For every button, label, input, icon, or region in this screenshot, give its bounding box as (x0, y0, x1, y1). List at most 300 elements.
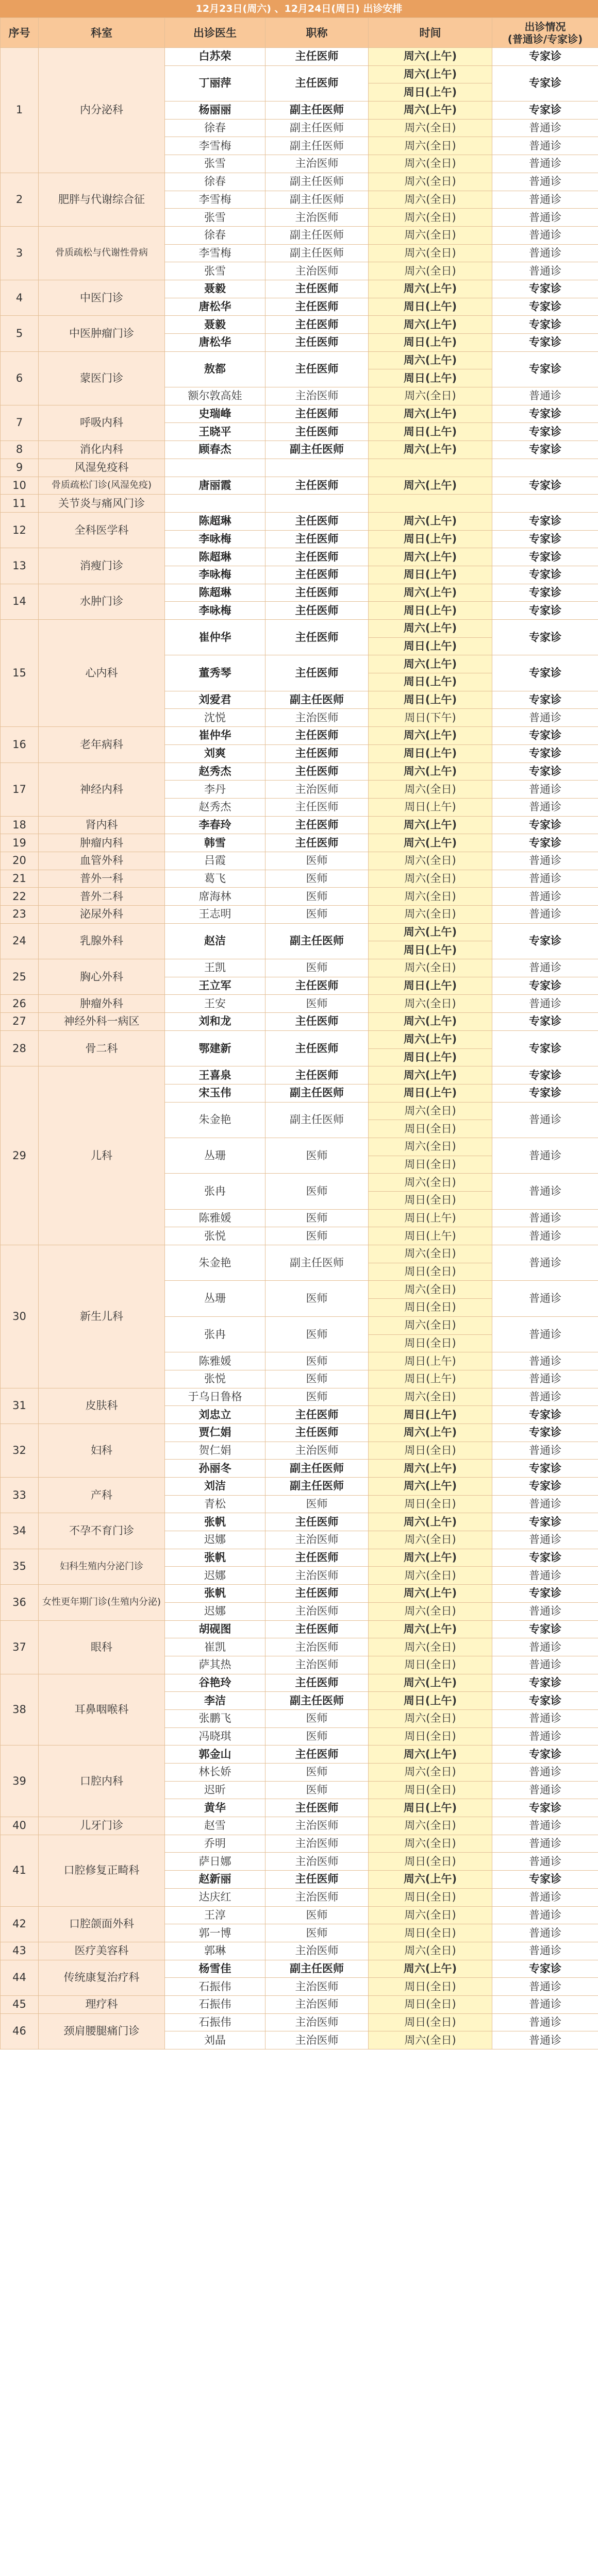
clinic-type: 普通诊 (492, 1495, 598, 1513)
doctor-name: 张帆 (165, 1549, 265, 1567)
clinic-time: 周六(上午) (369, 48, 492, 66)
doctor-rank: 医师 (265, 1924, 369, 1942)
department-name: 水肿门诊 (39, 584, 165, 619)
department-name: 耳鼻咽喉科 (39, 1674, 165, 1745)
clinic-time: 周六(上午) (369, 762, 492, 781)
clinic-type: 专家诊 (492, 584, 598, 602)
department-name: 传统康复治疗科 (39, 1960, 165, 1995)
doctor-name: 萨其热 (165, 1656, 265, 1674)
row-number: 40 (1, 1817, 39, 1835)
row-number: 31 (1, 1388, 39, 1423)
doctor-name: 张帆 (165, 1585, 265, 1603)
doctor-rank: 主治医师 (265, 709, 369, 727)
doctor-name: 王凯 (165, 959, 265, 977)
table-row (1, 351, 598, 369)
clinic-type: 专家诊 (492, 316, 598, 334)
clinic-time: 周日(全日) (369, 1924, 492, 1942)
row-number: 32 (1, 1423, 39, 1477)
clinic-type: 普通诊 (492, 1906, 598, 1924)
clinic-time: 周日(全日) (369, 1853, 492, 1871)
table-row (1, 762, 598, 781)
doctor-name: 郭金山 (165, 1745, 265, 1764)
doctor-rank: 医师 (265, 1781, 369, 1799)
doctor-rank: 主治医师 (265, 209, 369, 227)
doctor-rank: 医师 (265, 1388, 369, 1406)
clinic-type: 普通诊 (492, 1853, 598, 1871)
clinic-type: 专家诊 (492, 602, 598, 620)
row-number: 38 (1, 1674, 39, 1745)
row-number: 28 (1, 1030, 39, 1066)
doctor-rank: 主任医师 (265, 1799, 369, 1817)
clinic-time: 周六(全日) (369, 191, 492, 209)
row-number: 36 (1, 1585, 39, 1620)
clinic-type: 专家诊 (492, 334, 598, 352)
doctor-name: 迟昕 (165, 1781, 265, 1799)
doctor-name: 谷艳玲 (165, 1674, 265, 1692)
department-name: 风湿免疫科 (39, 459, 165, 477)
department-name: 肿瘤内科 (39, 834, 165, 852)
clinic-time: 周六(全日) (369, 244, 492, 262)
doctor-rank: 主任医师 (265, 1423, 369, 1442)
table-row (1, 1013, 598, 1031)
row-number: 1 (1, 48, 39, 173)
clinic-time: 周六(全日) (369, 995, 492, 1013)
doctor-name: 贺仁娟 (165, 1442, 265, 1460)
clinic-time: 周六(全日) (369, 1281, 492, 1299)
doctor-name: 朱金艳 (165, 1102, 265, 1138)
doctor-name: 张帆 (165, 1513, 265, 1531)
clinic-type: 普通诊 (492, 1656, 598, 1674)
clinic-type: 普通诊 (492, 888, 598, 906)
doctor-rank: 主任医师 (265, 1066, 369, 1084)
clinic-type: 普通诊 (492, 1888, 598, 1906)
clinic-type: 专家诊 (492, 101, 598, 120)
clinic-time: 周六(全日) (369, 1102, 492, 1120)
department-name: 内分泌科 (39, 48, 165, 173)
clinic-time: 周六(全日) (369, 119, 492, 137)
doctor-rank: 主治医师 (265, 1835, 369, 1853)
clinic-type: 普通诊 (492, 1442, 598, 1460)
clinic-type: 普通诊 (492, 870, 598, 888)
clinic-time: 周六(上午) (369, 1478, 492, 1496)
clinic-time: 周六(上午) (369, 1745, 492, 1764)
clinic-type: 专家诊 (492, 298, 598, 316)
table-row (1, 459, 598, 477)
doctor-name: 于乌日鲁格 (165, 1388, 265, 1406)
doctor-name: 朱金艳 (165, 1245, 265, 1281)
clinic-time: 周六(上午) (369, 1585, 492, 1603)
department-name: 理疗科 (39, 1995, 165, 2013)
clinic-type: 专家诊 (492, 1406, 598, 1424)
doctor-name: 刘洁 (165, 1478, 265, 1496)
clinic-time: 周日(全日) (369, 1656, 492, 1674)
row-number: 13 (1, 548, 39, 584)
clinic-type: 专家诊 (492, 405, 598, 423)
clinic-type: 专家诊 (492, 744, 598, 762)
clinic-type: 普通诊 (492, 1835, 598, 1853)
clinic-type: 专家诊 (492, 1799, 598, 1817)
clinic-time: 周六(全日) (369, 226, 492, 244)
schedule-table (0, 18, 598, 2049)
row-number: 23 (1, 906, 39, 924)
doctor-rank: 医师 (265, 1227, 369, 1245)
table-row (1, 512, 598, 530)
clinic-time: 周日(上午) (369, 691, 492, 709)
doctor-rank: 主任医师 (265, 816, 369, 834)
doctor-rank: 主任医师 (265, 1549, 369, 1567)
doctor-rank: 主任医师 (265, 1585, 369, 1603)
clinic-time: 周六(全日) (369, 1942, 492, 1960)
doctor-rank: 副主任医师 (265, 119, 369, 137)
doctor-name (165, 459, 265, 477)
doctor-rank: 主任医师 (265, 1513, 369, 1531)
department-name: 神经外科一病区 (39, 1013, 165, 1031)
clinic-type: 普通诊 (492, 244, 598, 262)
clinic-time: 周六(上午) (369, 280, 492, 298)
clinic-time: 周六(全日) (369, 209, 492, 227)
department-name: 呼吸内科 (39, 405, 165, 440)
department-name: 新生儿科 (39, 1245, 165, 1388)
doctor-name: 张雪 (165, 155, 265, 173)
clinic-type: 专家诊 (492, 548, 598, 566)
doctor-rank: 主任医师 (265, 762, 369, 781)
clinic-time: 周六(全日) (369, 888, 492, 906)
row-number: 10 (1, 477, 39, 495)
row-number: 35 (1, 1549, 39, 1584)
table-row (1, 816, 598, 834)
doctor-name: 张冉 (165, 1174, 265, 1209)
doctor-name: 杨丽丽 (165, 101, 265, 120)
doctor-name: 吕霞 (165, 852, 265, 870)
row-number: 2 (1, 173, 39, 226)
table-row (1, 173, 598, 191)
table-row (1, 870, 598, 888)
doctor-rank: 主治医师 (265, 387, 369, 405)
doctor-rank: 副主任医师 (265, 441, 369, 459)
doctor-name: 陈超琳 (165, 512, 265, 530)
doctor-rank: 主任医师 (265, 834, 369, 852)
department-name: 肥胖与代谢综合征 (39, 173, 165, 226)
clinic-time: 周六(上午) (369, 477, 492, 495)
clinic-time: 周六(全日) (369, 1817, 492, 1835)
clinic-time: 周六(上午) (369, 1960, 492, 1978)
row-number: 8 (1, 441, 39, 459)
clinic-type: 专家诊 (492, 441, 598, 459)
clinic-time: 周日(全日) (369, 1727, 492, 1745)
clinic-time: 周日(上午) (369, 637, 492, 655)
clinic-time: 周日(全日) (369, 1995, 492, 2013)
clinic-type: 专家诊 (492, 816, 598, 834)
department-name: 心内科 (39, 620, 165, 727)
doctor-rank: 副主任医师 (265, 226, 369, 244)
department-name: 不孕不育门诊 (39, 1513, 165, 1549)
clinic-time: 周日(上午) (369, 941, 492, 959)
clinic-type: 专家诊 (492, 65, 598, 101)
table-row (1, 906, 598, 924)
doctor-name: 李洁 (165, 1692, 265, 1710)
doctor-rank: 医师 (265, 1727, 369, 1745)
table-row (1, 584, 598, 602)
doctor-name: 赵秀杰 (165, 798, 265, 816)
doctor-name: 额尔敦高娃 (165, 387, 265, 405)
doctor-name: 贾仁娟 (165, 1423, 265, 1442)
header-row (1, 18, 598, 48)
doctor-rank: 主任医师 (265, 530, 369, 548)
table-row (1, 1513, 598, 1531)
doctor-rank: 主任医师 (265, 298, 369, 316)
department-name: 中医肿瘤门诊 (39, 316, 165, 351)
clinic-time: 周日(全日) (369, 1263, 492, 1281)
doctor-name: 青松 (165, 1495, 265, 1513)
doctor-name: 徐春 (165, 173, 265, 191)
department-name: 胸心外科 (39, 959, 165, 995)
clinic-type: 普通诊 (492, 1138, 598, 1173)
clinic-time: 周六(上午) (369, 1513, 492, 1531)
clinic-time: 周日(上午) (369, 1406, 492, 1424)
clinic-time: 周日(全日) (369, 1192, 492, 1210)
clinic-time: 周日(全日) (369, 2013, 492, 2031)
clinic-type: 普通诊 (492, 1227, 598, 1245)
doctor-rank: 副主任医师 (265, 1692, 369, 1710)
clinic-time: 周六(上午) (369, 512, 492, 530)
clinic-time: 周六(全日) (369, 155, 492, 173)
table-row (1, 1835, 598, 1853)
clinic-type: 专家诊 (492, 1674, 598, 1692)
doctor-rank: 主治医师 (265, 781, 369, 799)
table-row (1, 995, 598, 1013)
doctor-name: 丛珊 (165, 1281, 265, 1316)
clinic-type: 普通诊 (492, 1727, 598, 1745)
doctor-name: 王志明 (165, 906, 265, 924)
doctor-name: 陈超琳 (165, 548, 265, 566)
doctor-name: 张雪 (165, 262, 265, 280)
doctor-rank (265, 495, 369, 513)
doctor-name: 刘爽 (165, 744, 265, 762)
department-name: 肾内科 (39, 816, 165, 834)
table-row (1, 620, 598, 638)
clinic-type: 普通诊 (492, 1316, 598, 1352)
row-number: 25 (1, 959, 39, 995)
department-name: 儿科 (39, 1066, 165, 1245)
department-name: 蒙医门诊 (39, 351, 165, 405)
row-number: 22 (1, 888, 39, 906)
clinic-type: 普通诊 (492, 1102, 598, 1138)
doctor-name: 徐春 (165, 119, 265, 137)
clinic-type: 普通诊 (492, 2013, 598, 2031)
row-number: 46 (1, 2013, 39, 2049)
doctor-name: 宋玉伟 (165, 1084, 265, 1102)
clinic-time: 周六(上午) (369, 1620, 492, 1638)
header-dept: 科室 (39, 18, 165, 48)
doctor-rank: 医师 (265, 1281, 369, 1316)
table-row (1, 1423, 598, 1442)
clinic-time: 周六(全日) (369, 1316, 492, 1334)
doctor-rank: 主任医师 (265, 1620, 369, 1638)
clinic-time: 周日(上午) (369, 977, 492, 995)
doctor-name: 沈悦 (165, 709, 265, 727)
row-number: 4 (1, 280, 39, 315)
doctor-rank: 医师 (265, 995, 369, 1013)
clinic-time: 周日(上午) (369, 1352, 492, 1370)
doctor-rank: 主任医师 (265, 1674, 369, 1692)
clinic-time: 周六(上午) (369, 1030, 492, 1048)
clinic-type: 专家诊 (492, 727, 598, 745)
clinic-time: 周六(上午) (369, 816, 492, 834)
doctor-rank: 主任医师 (265, 316, 369, 334)
doctor-rank: 副主任医师 (265, 191, 369, 209)
doctor-name: 徐春 (165, 226, 265, 244)
table-row (1, 548, 598, 566)
table-row (1, 834, 598, 852)
clinic-time: 周日(上午) (369, 530, 492, 548)
doctor-rank: 主任医师 (265, 1745, 369, 1764)
doctor-name: 唐松华 (165, 334, 265, 352)
clinic-time: 周六(上午) (369, 1871, 492, 1889)
table-row (1, 1066, 598, 1084)
doctor-name: 聂毅 (165, 280, 265, 298)
doctor-rank: 主任医师 (265, 566, 369, 584)
table-row (1, 226, 598, 244)
doctor-name: 王立军 (165, 977, 265, 995)
clinic-type: 专家诊 (492, 834, 598, 852)
doctor-rank: 主治医师 (265, 1531, 369, 1549)
doctor-name: 赵雪 (165, 1817, 265, 1835)
doctor-rank: 主治医师 (265, 262, 369, 280)
department-name: 泌尿外科 (39, 906, 165, 924)
clinic-type: 普通诊 (492, 137, 598, 155)
row-number: 11 (1, 495, 39, 513)
doctor-name: 董秀琴 (165, 655, 265, 691)
doctor-rank: 主任医师 (265, 405, 369, 423)
clinic-type: 普通诊 (492, 1209, 598, 1227)
row-number: 34 (1, 1513, 39, 1549)
clinic-type: 专家诊 (492, 566, 598, 584)
department-name: 乳腺外科 (39, 923, 165, 959)
doctor-rank: 医师 (265, 1209, 369, 1227)
doctor-rank: 主任医师 (265, 744, 369, 762)
clinic-time: 周六(全日) (369, 852, 492, 870)
row-number: 41 (1, 1835, 39, 1906)
clinic-time: 周日(上午) (369, 83, 492, 101)
doctor-rank: 副主任医师 (265, 923, 369, 959)
clinic-time: 周日(上午) (369, 1048, 492, 1066)
clinic-time: 周六(全日) (369, 906, 492, 924)
doctor-name: 李雪梅 (165, 137, 265, 155)
doctor-rank: 医师 (265, 1316, 369, 1352)
clinic-type: 普通诊 (492, 1388, 598, 1406)
doctor-name: 陈雅媛 (165, 1352, 265, 1370)
doctor-rank: 主治医师 (265, 2031, 369, 2049)
doctor-rank: 主治医师 (265, 1978, 369, 1996)
row-number: 9 (1, 459, 39, 477)
clinic-type: 专家诊 (492, 1084, 598, 1102)
doctor-rank: 主任医师 (265, 584, 369, 602)
doctor-rank: 主治医师 (265, 155, 369, 173)
clinic-time: 周日(上午) (369, 423, 492, 441)
clinic-type: 专家诊 (492, 655, 598, 691)
clinic-time: 周日(上午) (369, 673, 492, 691)
clinic-type: 普通诊 (492, 1281, 598, 1316)
clinic-type: 专家诊 (492, 512, 598, 530)
doctor-rank: 医师 (265, 1174, 369, 1209)
clinic-type: 普通诊 (492, 1978, 598, 1996)
clinic-time: 周日(上午) (369, 298, 492, 316)
clinic-type: 专家诊 (492, 923, 598, 959)
row-number: 20 (1, 852, 39, 870)
clinic-time: 周日(上午) (369, 744, 492, 762)
clinic-type: 专家诊 (492, 977, 598, 995)
clinic-time: 周六(上午) (369, 923, 492, 941)
clinic-time: 周日(下午) (369, 709, 492, 727)
clinic-type: 专家诊 (492, 1692, 598, 1710)
clinic-time: 周日(上午) (369, 1692, 492, 1710)
clinic-time: 周六(全日) (369, 137, 492, 155)
clinic-type: 专家诊 (492, 1423, 598, 1442)
clinic-type: 专家诊 (492, 1620, 598, 1638)
doctor-rank: 主任医师 (265, 48, 369, 66)
row-number: 5 (1, 316, 39, 351)
doctor-rank: 主治医师 (265, 1602, 369, 1620)
doctor-rank: 副主任医师 (265, 1102, 369, 1138)
doctor-name: 郭琳 (165, 1942, 265, 1960)
doctor-name: 王安 (165, 995, 265, 1013)
clinic-time: 周日(全日) (369, 1442, 492, 1460)
clinic-time: 周六(上午) (369, 1460, 492, 1478)
clinic-type: 专家诊 (492, 762, 598, 781)
doctor-rank: 主任医师 (265, 798, 369, 816)
clinic-type: 普通诊 (492, 1531, 598, 1549)
table-row (1, 1585, 598, 1603)
clinic-time: 周六(全日) (369, 2031, 492, 2049)
doctor-rank: 医师 (265, 959, 369, 977)
doctor-name: 李雪梅 (165, 244, 265, 262)
doctor-rank: 主任医师 (265, 727, 369, 745)
doctor-rank: 主任医师 (265, 977, 369, 995)
doctor-rank: 主治医师 (265, 2013, 369, 2031)
table-row (1, 923, 598, 941)
doctor-name: 张悦 (165, 1227, 265, 1245)
table-row (1, 280, 598, 298)
doctor-rank (265, 459, 369, 477)
clinic-type: 专家诊 (492, 423, 598, 441)
clinic-time: 周日(上午) (369, 334, 492, 352)
clinic-type: 专家诊 (492, 280, 598, 298)
doctor-name: 王喜泉 (165, 1066, 265, 1084)
clinic-time: 周日(上午) (369, 1227, 492, 1245)
table-row (1, 405, 598, 423)
clinic-time: 周日(上午) (369, 798, 492, 816)
table-row (1, 852, 598, 870)
doctor-rank: 医师 (265, 906, 369, 924)
clinic-type: 专家诊 (492, 1585, 598, 1603)
table-row (1, 1478, 598, 1496)
clinic-type: 普通诊 (492, 1638, 598, 1656)
clinic-time: 周六(上午) (369, 1423, 492, 1442)
doctor-rank: 副主任医师 (265, 1084, 369, 1102)
header-no: 序号 (1, 18, 39, 48)
doctor-name: 崔仲华 (165, 620, 265, 655)
doctor-rank: 医师 (265, 1138, 369, 1173)
clinic-type (492, 459, 598, 477)
table-row (1, 1030, 598, 1048)
clinic-time: 周六(上午) (369, 1674, 492, 1692)
doctor-rank: 副主任医师 (265, 244, 369, 262)
clinic-time: 周六(全日) (369, 1531, 492, 1549)
clinic-type: 普通诊 (492, 191, 598, 209)
clinic-time: 周六(上午) (369, 655, 492, 673)
doctor-rank: 主治医师 (265, 1942, 369, 1960)
clinic-type: 普通诊 (492, 709, 598, 727)
